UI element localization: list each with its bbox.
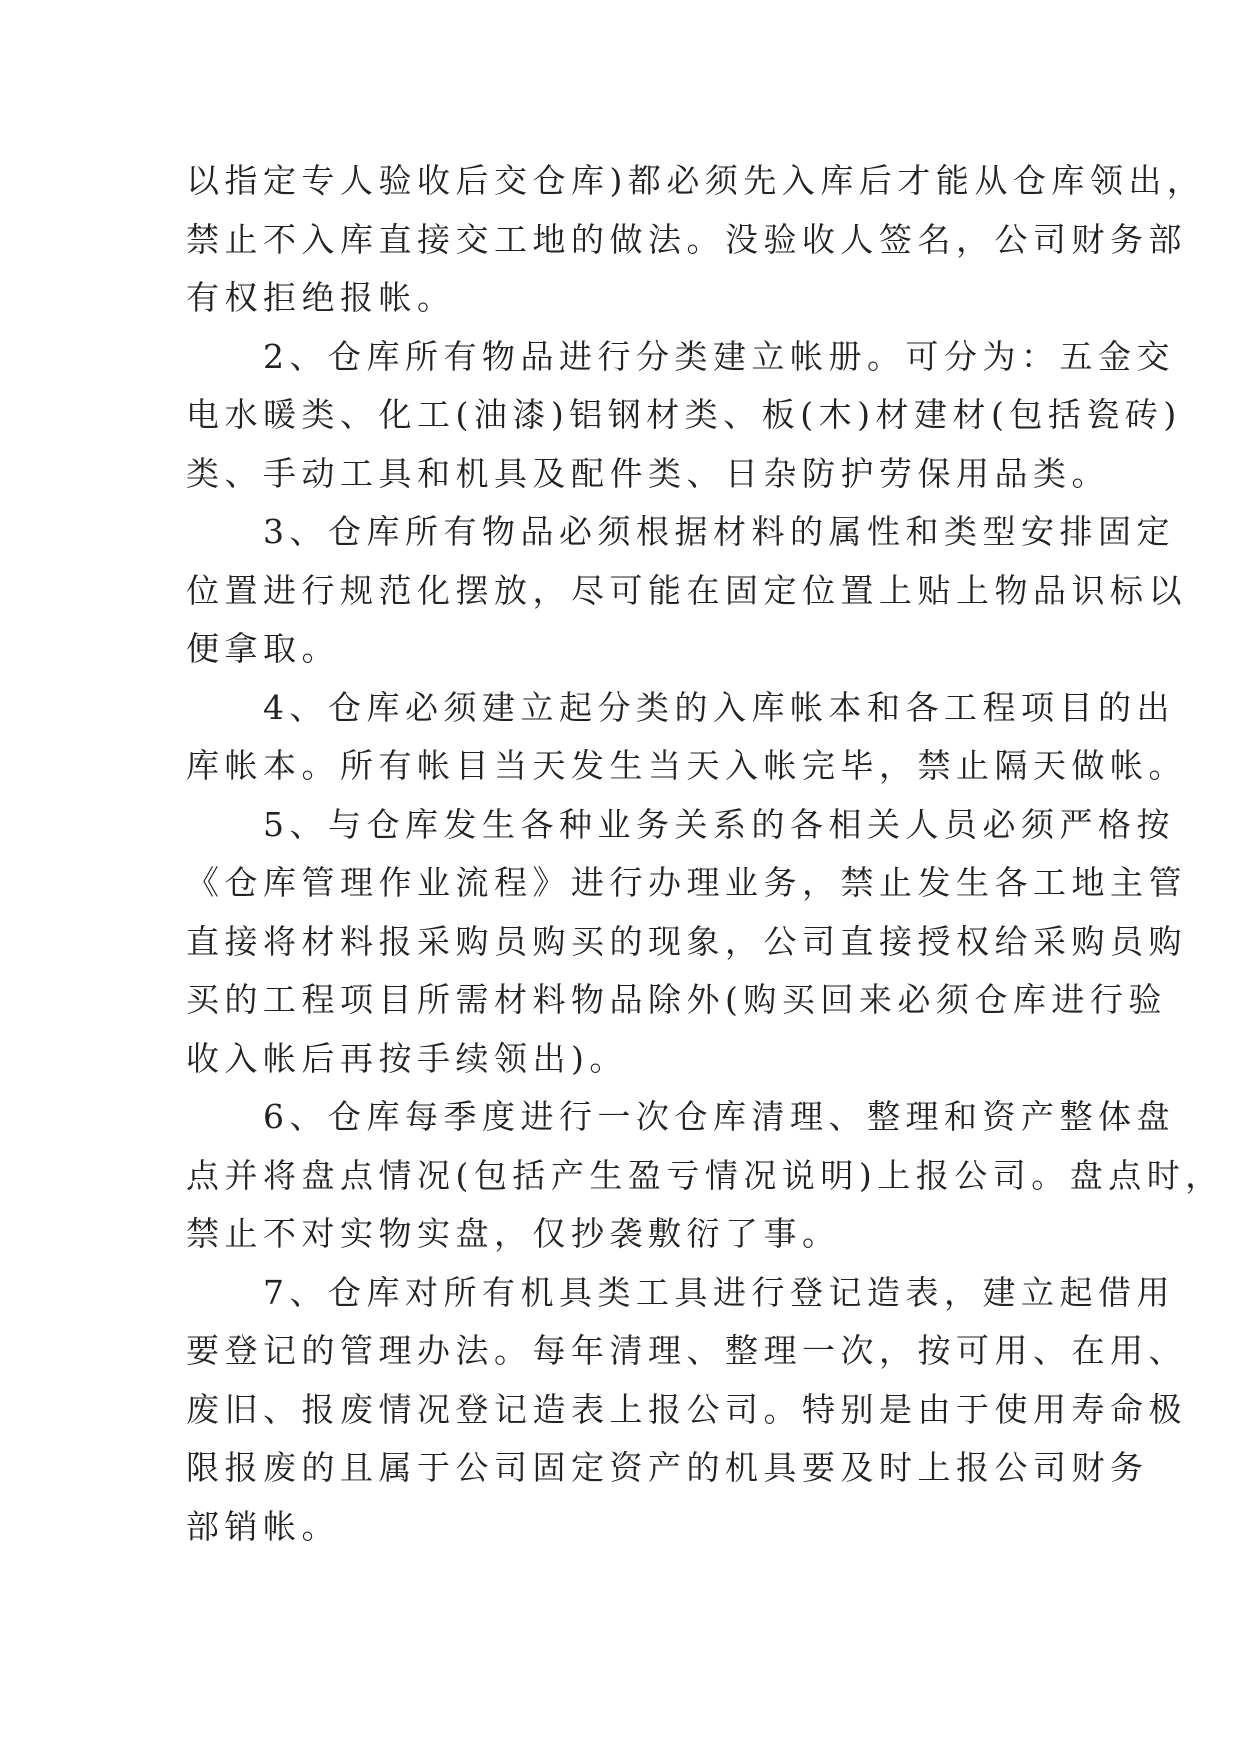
text-line: 库帐本。所有帐目当天发生当天入帐完毕，禁止隔天做帐。 [186, 746, 1187, 785]
text-line: 3、仓库所有物品必须根据材料的属性和类型安排固定 [186, 512, 1175, 551]
text-line: 7、仓库对所有机具类工具进行登记造表，建立起借用 [186, 1272, 1175, 1312]
text-line: 类、手动工具和机具及配件类、日杂防护劳保用品类。 [186, 453, 1110, 493]
text-line: 收入帐后再按手续领出)。 [186, 1038, 628, 1078]
text-line: 《仓库管理作业流程》进行办理业务，禁止发生各工地主管 [186, 863, 1187, 902]
text-line: 直接将材料报采购员购买的现象，公司直接授权给采购员购 [186, 921, 1187, 961]
text-line: 禁止不对实物实盘，仅抄袭敷衍了事。 [186, 1214, 841, 1253]
text-line: 位置进行规范化摆放，尽可能在固定位置上贴上物品识标以 [186, 570, 1187, 610]
text-line: 部销帐。 [186, 1506, 340, 1546]
body-text [186, 152, 1224, 1556]
text-line: 废旧、报废情况登记造表上报公司。特别是由于使用寿命极 [186, 1389, 1187, 1429]
text-line: 限报废的且属于公司固定资产的机具要及时上报公司财务 [186, 1448, 1149, 1487]
text-line: 电水暖类、化工(油漆)铝钢材类、板(木)材建材(包括瓷砖) [186, 395, 1182, 434]
text-line: 买的工程项目所需材料物品除外(购买回来必须仓库进行验 [186, 980, 1167, 1019]
text-line: 6、仓库每季度进行一次仓库清理、整理和资产整体盘 [186, 1097, 1175, 1136]
text-line: 2、仓库所有物品进行分类建立帐册。可分为：五金交 [186, 336, 1175, 376]
text-line: 以指定专人验收后交仓库)都必须先入库后才能从仓库领出， [186, 161, 1206, 200]
text-line: 点并将盘点情况(包括产生盈亏情况说明)上报公司。盘点时， [186, 1155, 1224, 1195]
text-line: 5、与仓库发生各种业务关系的各相关人员必须严格按 [186, 804, 1175, 844]
text-line: 有权拒绝报帐。 [186, 278, 456, 317]
text-line: 禁止不入库直接交工地的做法。没验收人签名，公司财务部 [186, 219, 1187, 259]
text-line: 便拿取。 [186, 629, 340, 668]
text-line: 要登记的管理办法。每年清理、整理一次，按可用、在用、 [186, 1331, 1187, 1370]
text-line: 4、仓库必须建立起分类的入库帐本和各工程项目的出 [186, 687, 1175, 727]
